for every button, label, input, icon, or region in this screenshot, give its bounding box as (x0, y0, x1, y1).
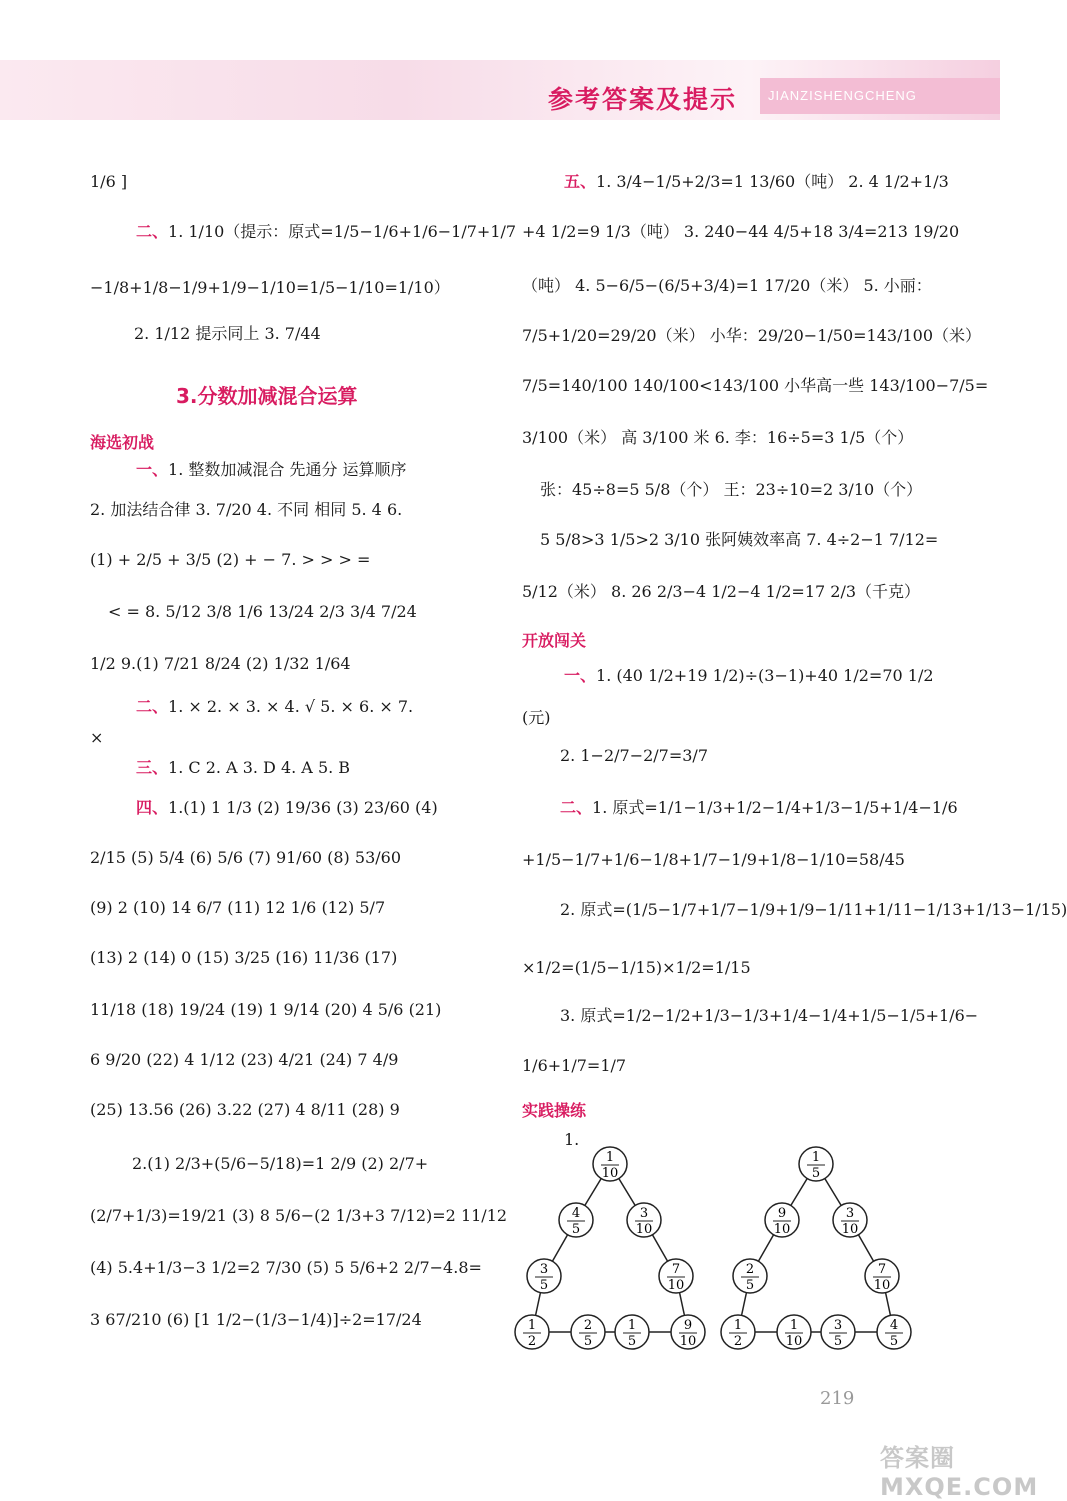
triangle-node (671, 1315, 705, 1349)
triangle-node (515, 1315, 549, 1349)
chapter-title: 3.分数加减混合运算 (176, 384, 358, 408)
answer-line: (9) 2 (10) 14 6/7 (11) 12 1/6 (12) 5/7 (90, 898, 386, 917)
question-number: 二、 (136, 222, 169, 241)
triangle-node (593, 1147, 627, 1181)
page-number: 219 (820, 1388, 855, 1409)
answer-line: 1/6+1/7=1/7 (522, 1056, 627, 1075)
answer-line: ×1/2=(1/5−1/15)×1/2=1/15 (522, 958, 751, 977)
watermark: 答案圈 MXQE.COM (880, 1444, 1039, 1501)
answer-line: × (90, 728, 104, 747)
triangle-node (777, 1315, 811, 1349)
answer-line: 2/15 (5) 5/4 (6) 5/6 (7) 91/60 (8) 53/60 (90, 848, 401, 867)
triangle-node-numerator: 7 (671, 1262, 681, 1277)
header-tag: JIANZISHENGCHENG (760, 78, 1000, 114)
answer-line: < = 8. 5/12 3/8 1/6 13/24 2/3 3/4 7/24 (108, 602, 417, 621)
triangle-node-numerator: 1 (811, 1150, 821, 1165)
answer-line: (2/7+1/3)=19/21 (3) 8 5/6−(2 1/3+3 7/12)=2 11/12 (90, 1206, 508, 1225)
answer-line: 6 9/20 (22) 4 1/12 (23) 4/21 (24) 7 4/9 (90, 1050, 399, 1069)
answer-line: 1/6 ] (90, 172, 128, 191)
answer-line: 5/12（米） 8. 26 2/3−4 1/2−4 1/2=17 2/3（千克） (522, 582, 921, 601)
question-number: 五、 (564, 172, 597, 191)
question-number: 一、 (136, 460, 169, 479)
triangle-node (659, 1259, 693, 1293)
question-number: 一、 (564, 666, 597, 685)
triangle-node (527, 1259, 561, 1293)
triangle-node-denominator: 5 (583, 1334, 593, 1349)
fraction-triangle-1 (510, 1140, 710, 1350)
triangle-node (721, 1315, 755, 1349)
triangle-node-numerator: 1 (733, 1318, 743, 1333)
triangle-node-denominator: 10 (841, 1222, 859, 1237)
triangle-node-denominator: 5 (833, 1334, 843, 1349)
triangle-node-denominator: 10 (667, 1278, 685, 1293)
answer-line: (13) 2 (14) 0 (15) 3/25 (16) 11/36 (17) (90, 948, 398, 967)
answer-line: 2. 加法结合律 3. 7/20 4. 不同 相同 5. 4 6. (90, 500, 403, 519)
triangle-node-denominator: 10 (785, 1334, 803, 1349)
triangle-node-numerator: 3 (833, 1318, 843, 1333)
answer-line: 1/2 9.(1) 7/21 8/24 (2) 1/32 1/64 (90, 654, 351, 673)
triangle-node-numerator: 3 (539, 1262, 549, 1277)
answer-line: 二、1. × 2. × 3. × 4. √ 5. × 6. × 7. (136, 697, 414, 716)
answer-line: （吨） 4. 5−6/5−(6/5+3/4)=1 17/20（米） 5. 小丽： (522, 276, 932, 295)
answer-line: 3. 原式=1/2−1/2+1/3−1/3+1/4−1/4+1/5−1/5+1/6− (560, 1006, 979, 1025)
triangle-node-numerator: 1 (627, 1318, 637, 1333)
practice-number: 1. (564, 1130, 580, 1149)
answer-line: 张：45÷8=5 5/8（个） 王：23÷10=2 3/10（个） (540, 480, 923, 499)
answer-line: 三、1. C 2. A 3. D 4. A 5. B (136, 758, 351, 777)
question-number: 四、 (136, 798, 169, 817)
triangle-node-numerator: 9 (683, 1318, 693, 1333)
triangle-node-numerator: 1 (789, 1318, 799, 1333)
answer-line: +4 1/2=9 1/3（吨） 3. 240−44 4/5+18 3/4=213 19/20 (522, 222, 960, 241)
section-heading-kaifang: 开放闯关 (522, 631, 587, 650)
triangle-node-denominator: 5 (627, 1334, 637, 1349)
answer-line: 7/5=140/100 140/100<143/100 小华高一些 143/100−7/5= (522, 376, 989, 395)
triangle-node-numerator: 1 (527, 1318, 537, 1333)
answer-line: 3 67/210 (6) [1 1/2−(1/3−1/4)]÷2=17/24 (90, 1310, 422, 1329)
question-number: 二、 (136, 697, 169, 716)
triangle-node-numerator: 4 (571, 1206, 581, 1221)
triangle-node (615, 1315, 649, 1349)
answer-line: +1/5−1/7+1/6−1/8+1/7−1/9+1/8−1/10=58/45 (522, 850, 905, 869)
answer-line: 2. 1−2/7−2/7=3/7 (560, 746, 708, 765)
answer-line: 11/18 (18) 19/24 (19) 1 9/14 (20) 4 5/6 (21) (90, 1000, 442, 1019)
triangle-node-denominator: 10 (635, 1222, 653, 1237)
answer-line: (元) (522, 708, 551, 727)
answer-line: 3/100（米） 高 3/100 米 6. 李：16÷5=3 1/5（个） (522, 428, 914, 447)
triangle-node-denominator: 10 (679, 1334, 697, 1349)
triangle-node-denominator: 5 (745, 1278, 755, 1293)
triangle-node (627, 1203, 661, 1237)
answer-line: −1/8+1/8−1/9+1/9−1/10=1/5−1/10=1/10） (90, 278, 450, 297)
answer-line: 二、1. 1/10（提示：原式=1/5−1/6+1/6−1/7+1/7 (136, 222, 517, 241)
question-number: 三、 (136, 758, 169, 777)
triangle-node (833, 1203, 867, 1237)
triangle-node-denominator: 10 (873, 1278, 891, 1293)
answer-line: 2. 原式=(1/5−1/7+1/7−1/9+1/9−1/11+1/11−1/13+1/13−1/15) (560, 900, 1067, 919)
answer-line: 7/5+1/20=29/20（米） 小华：29/20−1/50=143/100（米） (522, 326, 982, 345)
triangle-node-denominator: 10 (601, 1166, 619, 1181)
page-header-title: 参考答案及提示 (548, 85, 738, 114)
answer-line: (25) 13.56 (26) 3.22 (27) 4 8/11 (28) 9 (90, 1100, 400, 1119)
section-heading-shijian: 实践操练 (522, 1101, 587, 1120)
triangle-node (877, 1315, 911, 1349)
triangle-node (733, 1259, 767, 1293)
triangle-node-numerator: 9 (777, 1206, 787, 1221)
triangle-node-denominator: 5 (889, 1334, 899, 1349)
triangle-node-numerator: 2 (745, 1262, 755, 1277)
triangle-node-numerator: 3 (639, 1206, 649, 1221)
fraction-triangle-2 (716, 1140, 916, 1350)
answer-line: (1) + 2/5 + 3/5 (2) + − 7. > > > = (90, 550, 371, 569)
answer-line: 二、1. 原式=1/1−1/3+1/2−1/4+1/3−1/5+1/4−1/6 (560, 798, 958, 817)
triangle-node-numerator: 1 (605, 1150, 615, 1165)
triangle-node-denominator: 5 (539, 1278, 549, 1293)
answer-line: 四、1.(1) 1 1/3 (2) 19/36 (3) 23/60 (4) (136, 798, 438, 817)
triangle-node-numerator: 3 (845, 1206, 855, 1221)
answer-line: 2. 1/12 提示同上 3. 7/44 (134, 324, 321, 343)
triangle-node-numerator: 2 (583, 1318, 593, 1333)
answer-line: 一、1. (40 1/2+19 1/2)÷(3−1)+40 1/2=70 1/2 (564, 666, 934, 685)
answer-line: 一、1. 整数加减混合 先通分 运算顺序 (136, 460, 407, 479)
triangle-node (559, 1203, 593, 1237)
triangle-node (865, 1259, 899, 1293)
triangle-node-denominator: 2 (527, 1334, 537, 1349)
triangle-node-denominator: 10 (773, 1222, 791, 1237)
answer-line: 5 5/8>3 1/5>2 3/10 张阿姨效率高 7. 4÷2−1 7/12= (540, 530, 939, 549)
triangle-node-denominator: 5 (571, 1222, 581, 1237)
section-heading-haixuan: 海选初战 (90, 433, 155, 452)
answer-line: (4) 5.4+1/3−3 1/2=2 7/30 (5) 5 5/6+2 2/7−4.8= (90, 1258, 482, 1277)
answer-line: 五、1. 3/4−1/5+2/3=1 13/60（吨） 2. 4 1/2+1/3 (564, 172, 949, 191)
triangle-node (571, 1315, 605, 1349)
triangle-node (799, 1147, 833, 1181)
question-number: 二、 (560, 798, 593, 817)
triangle-node-denominator: 2 (733, 1334, 743, 1349)
triangle-node-numerator: 7 (877, 1262, 887, 1277)
triangle-node-numerator: 4 (889, 1318, 899, 1333)
triangle-node-denominator: 5 (811, 1166, 821, 1181)
triangle-node (765, 1203, 799, 1237)
answer-line: 2.(1) 2/3+(5/6−5/18)=1 2/9 (2) 2/7+ (132, 1154, 429, 1173)
triangle-node (821, 1315, 855, 1349)
